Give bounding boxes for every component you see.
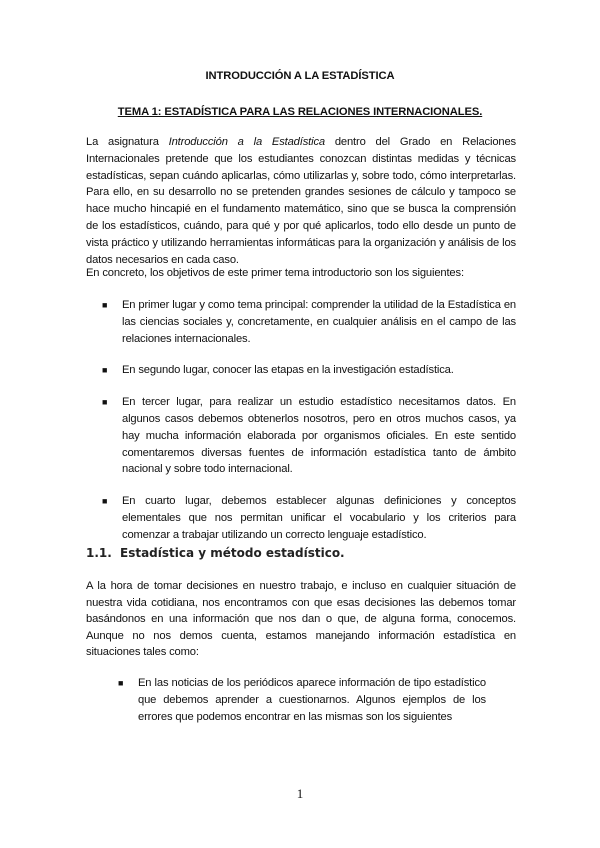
list-item-text: En las noticias de los periódicos aparece información de tipo estadístico que debemos aprender a cuestionarnos. Algunos ejemplos de los errores que podemos encontrar en las mismas son los siguientes <box>138 677 486 723</box>
bullet-square-icon: ■ <box>102 300 108 310</box>
list-item-text: En cuarto lugar, debemos establecer algunas definiciones y conceptos elementales que nos permitan unificar el vocabulario y los criterios para comenzar a trabajar utilizando un correcto lenguaje estadístico. <box>122 495 516 541</box>
bullet-square-icon: ■ <box>102 365 108 376</box>
intro-text-start: La asignatura <box>86 136 169 148</box>
list-item <box>116 675 486 725</box>
bullet-square-icon: ■ <box>102 496 108 507</box>
list-item-text: En tercer lugar, para realizar un estudio estadístico necesitamos datos. En algunos casos debemos obtenerlos nosotros, pero en otros muchos casos, ya hay mucha información elaborada por organismos oficiales. En este sentido comentaremos diversas fuentes de información estadística tanto de ámbito nacional y sobre todo internacional. <box>122 396 516 476</box>
section-heading <box>86 546 345 560</box>
course-name: Introducción a la Estadística <box>168 136 325 148</box>
bullet-square-icon: ■ <box>102 397 108 408</box>
list-item <box>100 362 516 379</box>
intro-text-rest: dentro del Grado en Relaciones Internacionales pretende que los estudiantes conozcan distintas medidas y técnicas estadísticas, sepan cuándo aplicarlas, cómo utilizarlas y, sobre todo, cómo interpretarlas. Para ello, en su desarrollo no se pretenden grandes sesiones de cálculo y tampoco se hace mucho hincapié en el fundamento matemático, sino que se busca la comprensión de los estadísticos, cuándo, para qué y por qué aplicarlos, todo ello desde un punto de vista práctico y utilizando herramientas informáticas para la organización y análisis de los datos necesarios en cada caso. <box>86 136 516 266</box>
list-item <box>100 394 516 478</box>
section-number: 1.1. <box>86 546 112 560</box>
document-title: INTRODUCCIÓN A LA ESTADÍSTICA <box>205 70 395 82</box>
page-number: 1 <box>296 786 304 801</box>
examples-list <box>116 675 486 725</box>
list-item <box>100 493 516 543</box>
list-item <box>100 297 516 347</box>
list-item-text: En segundo lugar, conocer las etapas en la investigación estadística. <box>122 364 454 377</box>
list-item-text: En primer lugar y como tema principal: comprender la utilidad de la Estadística en las ciencias sociales y, concretamente, en cualquier análisis en el campo de las relaciones internacionales. <box>122 299 516 345</box>
objectives-intro: En concreto, los objetivos de este primer tema introductorio son los siguientes: <box>86 267 464 279</box>
section-paragraph: A la hora de tomar decisiones en nuestro trabajo, e incluso en cualquier situación de nuestra vida cotidiana, nos encontramos con que esas decisiones las debemos tomar basándonos en una información que nos dan o que, de alguna forma, conocemos. Aunque no nos demos cuenta, estamos manejando información estadística en situaciones tales como: <box>86 580 516 658</box>
intro-paragraph <box>86 134 516 268</box>
document-subtitle: TEMA 1: ESTADÍSTICA PARA LAS RELACIONES INTERNACIONALES. <box>117 106 483 118</box>
bullet-square-icon: ■ <box>118 678 124 688</box>
section-title: Estadística y método estadístico. <box>120 546 345 560</box>
objectives-list <box>100 297 516 559</box>
